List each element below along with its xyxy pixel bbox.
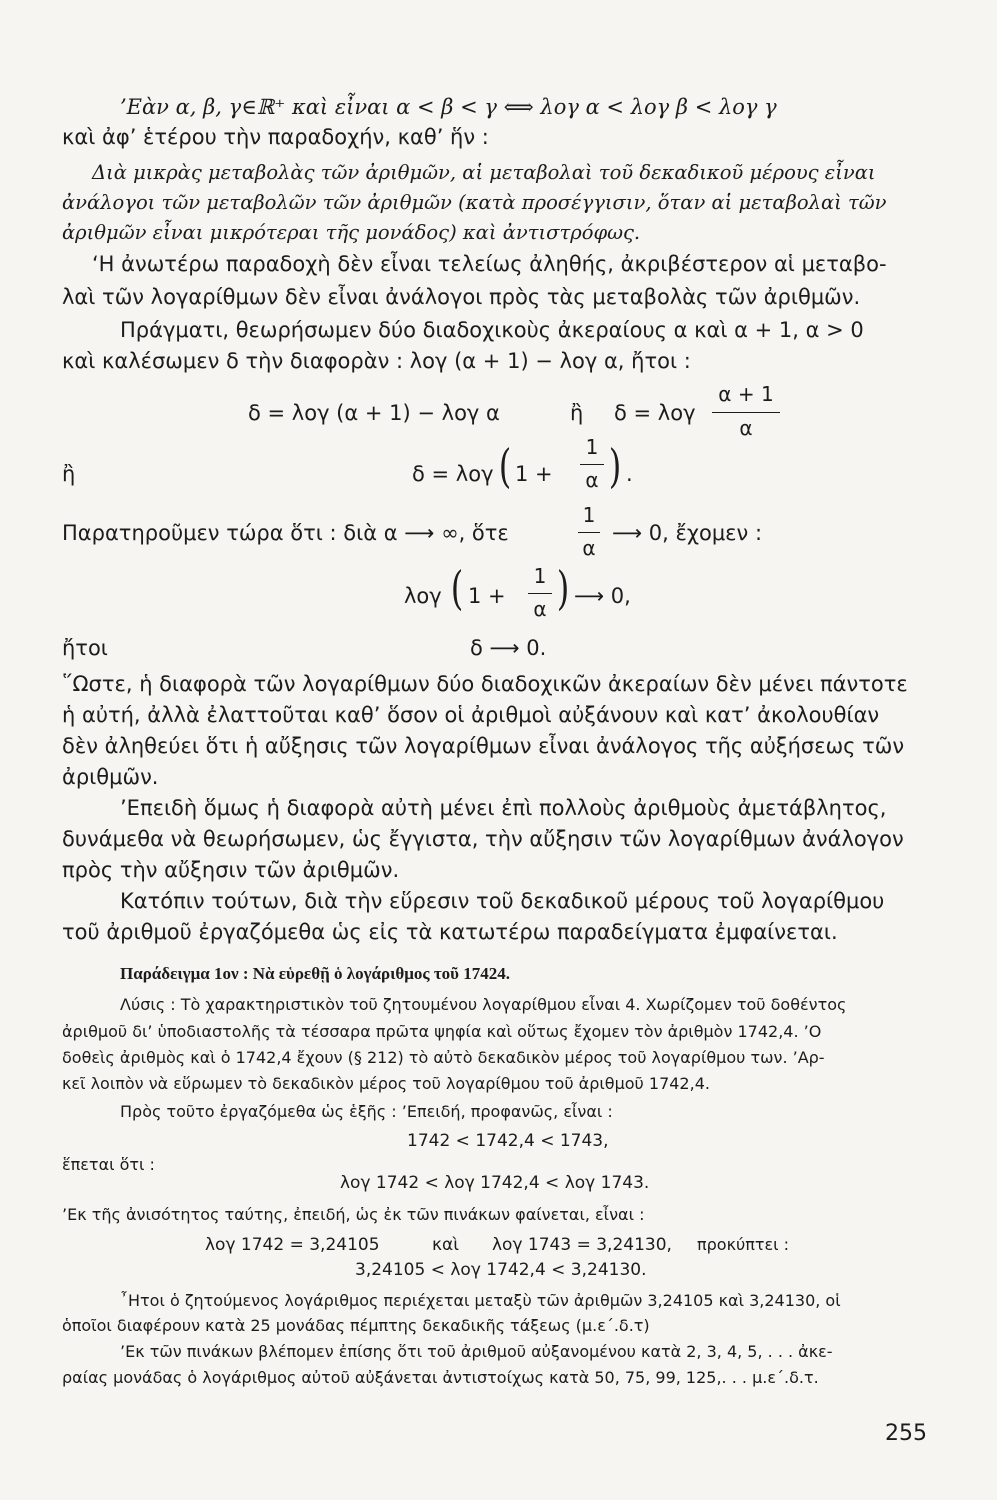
text-kai: καὶ <box>432 1235 459 1255</box>
text-line: τοῦ ἀριθμοῦ ἐργαζόμεθα ὡς εἰς τὰ κατωτέρω παραδείγματα ἐμφαίνεται. <box>62 920 838 944</box>
equation-log: λογ 1743 = 3,24130, <box>492 1235 672 1255</box>
text-line: καὶ καλέσωμεν δ τὴν διαφορὰν : λογ (α + 1) − λογ α, ἤτοι : <box>62 349 691 373</box>
example-heading: Παράδειγμα 1ον : Νὰ εὑρεθῇ ὁ λογάριθμος τοῦ 17424. <box>120 964 510 983</box>
left-parenthesis: ( <box>450 561 464 615</box>
inequality: λογ 1742 < λογ 1742,4 < λογ 1743. <box>340 1173 650 1193</box>
text-line: ἀριθμῶν εἶναι μικρότεραι τῆς μονάδος) καὶ ἀντιστρόφως. <box>62 221 641 244</box>
text-line: ὁποῖοι διαφέρουν κατὰ 25 μονάδας πέμπτης δεκαδικῆς τάξεως (μ.ε΄.δ.τ) <box>62 1316 650 1335</box>
text-line: δυνάμεθα νὰ θεωρήσωμεν, ὡς ἔγγιστα, τὴν αὔξησιν τῶν λογαρίθμων ἀνάλογον <box>62 827 904 851</box>
left-parenthesis: ( <box>498 439 512 493</box>
equation-delta-log: δ = λογ <box>614 401 696 425</box>
text-line: Παρατηροῦμεν τώρα ὅτι : διὰ α ⟶ ∞, ὅτε <box>62 521 509 545</box>
inequality: 3,24105 < λογ 1742,4 < 3,24130. <box>355 1260 647 1280</box>
fraction-denominator: α <box>739 416 753 440</box>
fraction-denominator: α <box>585 468 599 492</box>
text-line: ἕπεται ὅτι : <box>62 1155 155 1174</box>
text-line: Πρὸς τοῦτο ἐργαζόμεθα ὡς ἑξῆς : ’Επειδή, προφανῶς, εἶναι : <box>120 1102 613 1121</box>
text-line: ’Επειδὴ ὅμως ἡ διαφορὰ αὐτὴ μένει ἐπὶ πολλοὺς ἀριθμοὺς ἀμετάβλητος, <box>120 796 887 820</box>
equation-delta: δ = λογ (α + 1) − λογ α <box>248 401 500 425</box>
text-line: προκύπτει : <box>697 1235 790 1254</box>
fraction-bar <box>712 412 780 413</box>
fraction-numerator: α + 1 <box>718 382 774 406</box>
equation-one-plus: 1 + <box>515 462 553 486</box>
right-parenthesis: ) <box>556 561 570 615</box>
fraction-bar <box>528 593 552 594</box>
text-line: καὶ ἀφ’ ἑτέρου τὴν παραδοχήν, καθ’ ἥν : <box>62 125 489 149</box>
text-line: Κατόπιν τούτων, διὰ τὴν εὕρεσιν τοῦ δεκαδικοῦ μέρους τοῦ λογαρίθμου <box>120 889 885 913</box>
fraction-bar <box>580 464 604 465</box>
text-line: κεῖ λοιπὸν νὰ εὕρωμεν τὸ δεκαδικὸν μέρος τοῦ λογαρίθμου τοῦ ἀριθμοῦ 1742,4. <box>62 1074 710 1093</box>
text-hetoi: ἤτοι <box>62 636 108 660</box>
text-line: ’Εκ τῆς ἀνισότητος ταύτης, ἐπειδή, ὡς ἐκ τῶν πινάκων φαίνεται, εἶναι : <box>62 1205 645 1224</box>
text-line: ’Εὰν α, β, γ∈ℝ⁺ καὶ εἶναι α < β < γ ⟺ λογ α < λογ β < λογ γ <box>120 95 777 119</box>
text-line: ‘Η ἀνωτέρω παραδοχὴ δὲν εἶναι τελείως ἀληθής, ἀκριβέστερον αἱ μεταβο- <box>92 252 887 276</box>
equation-or: ἢ <box>570 401 584 425</box>
text-line: ’Εκ τῶν πινάκων βλέπομεν ἐπίσης ὅτι τοῦ ἀριθμοῦ αὐξανομένου κατὰ 2, 3, 4, 5, . . . ἀκε- <box>120 1342 833 1361</box>
fraction-bar <box>578 532 600 533</box>
equation-limit: ⟶ 0, <box>574 584 631 608</box>
text-line: ἀριθμοῦ δι’ ὑποδιαστολῆς τὰ τέσσαρα πρῶτα ψηφία καὶ οὕτως ἔχομεν τὸν ἀριθμὸν 1742,4. ’Ο <box>62 1022 822 1041</box>
equation-delta-limit: δ ⟶ 0. <box>470 636 547 660</box>
text-line: ἡ αὐτή, ἀλλὰ ἐλαττοῦται καθ’ ὅσον οἱ ἀριθμοὶ αὐξάνουν καὶ κατ’ ἀκολουθίαν <box>62 703 880 727</box>
text-line: ῞Ωστε, ἡ διαφορὰ τῶν λογαρίθμων δύο διαδοχικῶν ἀκεραίων δὲν μένει πάντοτε <box>62 672 908 696</box>
fraction-numerator: 1 <box>533 564 547 588</box>
text-line: ⟶ 0, ἔχομεν : <box>612 521 763 545</box>
text-line: Λύσις : Τὸ χαρακτηριστικὸν τοῦ ζητουμένου λογαρίθμου εἶναι 4. Χωρίζομεν τοῦ δοθέντος <box>120 995 847 1014</box>
equation-or: ἢ <box>62 462 76 486</box>
equation-log: λογ <box>404 584 442 608</box>
fraction-numerator: 1 <box>582 503 596 527</box>
text-line: ἀνάλογοι τῶν μεταβολῶν τῶν ἀριθμῶν (κατὰ προσέγγισιν, ὅταν αἱ μεταβολαὶ τῶν <box>62 191 887 214</box>
text-line: ῏Ητοι ὁ ζητούμενος λογάριθμος περιέχεται μεταξὺ τῶν ἀριθμῶν 3,24105 καὶ 3,24130, οἱ <box>120 1291 841 1310</box>
fraction-denominator: α <box>582 536 596 560</box>
text-line: Πράγματι, θεωρήσωμεν δύο διαδοχικοὺς ἀκεραίους α καὶ α + 1, α > 0 <box>120 318 864 342</box>
fraction-numerator: 1 <box>585 435 599 459</box>
text-line: ραίας μονάδας ὁ λογάριθμος αὐτοῦ αὐξάνεται ἀντιστοίχως κατὰ 50, 75, 99, 125,. . . μ.ε΄.δ.τ. <box>62 1368 819 1387</box>
text-line: ἀριθμῶν. <box>62 765 159 789</box>
text-line: δοθεὶς ἀριθμὸς καὶ ὁ 1742,4 ἔχουν (§ 212) τὸ αὐτὸ δεκαδικὸν μέρος τοῦ λογαρίθμου των. ’Αρ- <box>62 1048 825 1067</box>
right-parenthesis: ) <box>608 439 622 493</box>
text-line: πρὸς τὴν αὔξησιν τῶν ἀριθμῶν. <box>62 858 400 882</box>
text-line: λαὶ τῶν λογαρίθμων δὲν εἶναι ἀνάλογοι πρὸς τὰς μεταβολὰς τῶν ἀριθμῶν. <box>62 285 861 309</box>
equation-period: . <box>626 462 633 486</box>
equation-delta-log: δ = λογ <box>412 462 494 486</box>
inequality: 1742 < 1742,4 < 1743, <box>407 1131 609 1151</box>
text-line: Διὰ μικρὰς μεταβολὰς τῶν ἀριθμῶν, αἱ μεταβολαὶ τοῦ δεκαδικοῦ μέρους εἶναι <box>92 161 876 184</box>
fraction-denominator: α <box>533 597 547 621</box>
text-line: δὲν ἀληθεύει ὅτι ἡ αὔξησις τῶν λογαρίθμων εἶναι ἀνάλογος τῆς αὐξήσεως τῶν <box>62 734 905 758</box>
equation-log: λογ 1742 = 3,24105 <box>205 1235 380 1255</box>
equation-one-plus: 1 + <box>468 584 506 608</box>
page-number: 255 <box>885 1421 927 1446</box>
